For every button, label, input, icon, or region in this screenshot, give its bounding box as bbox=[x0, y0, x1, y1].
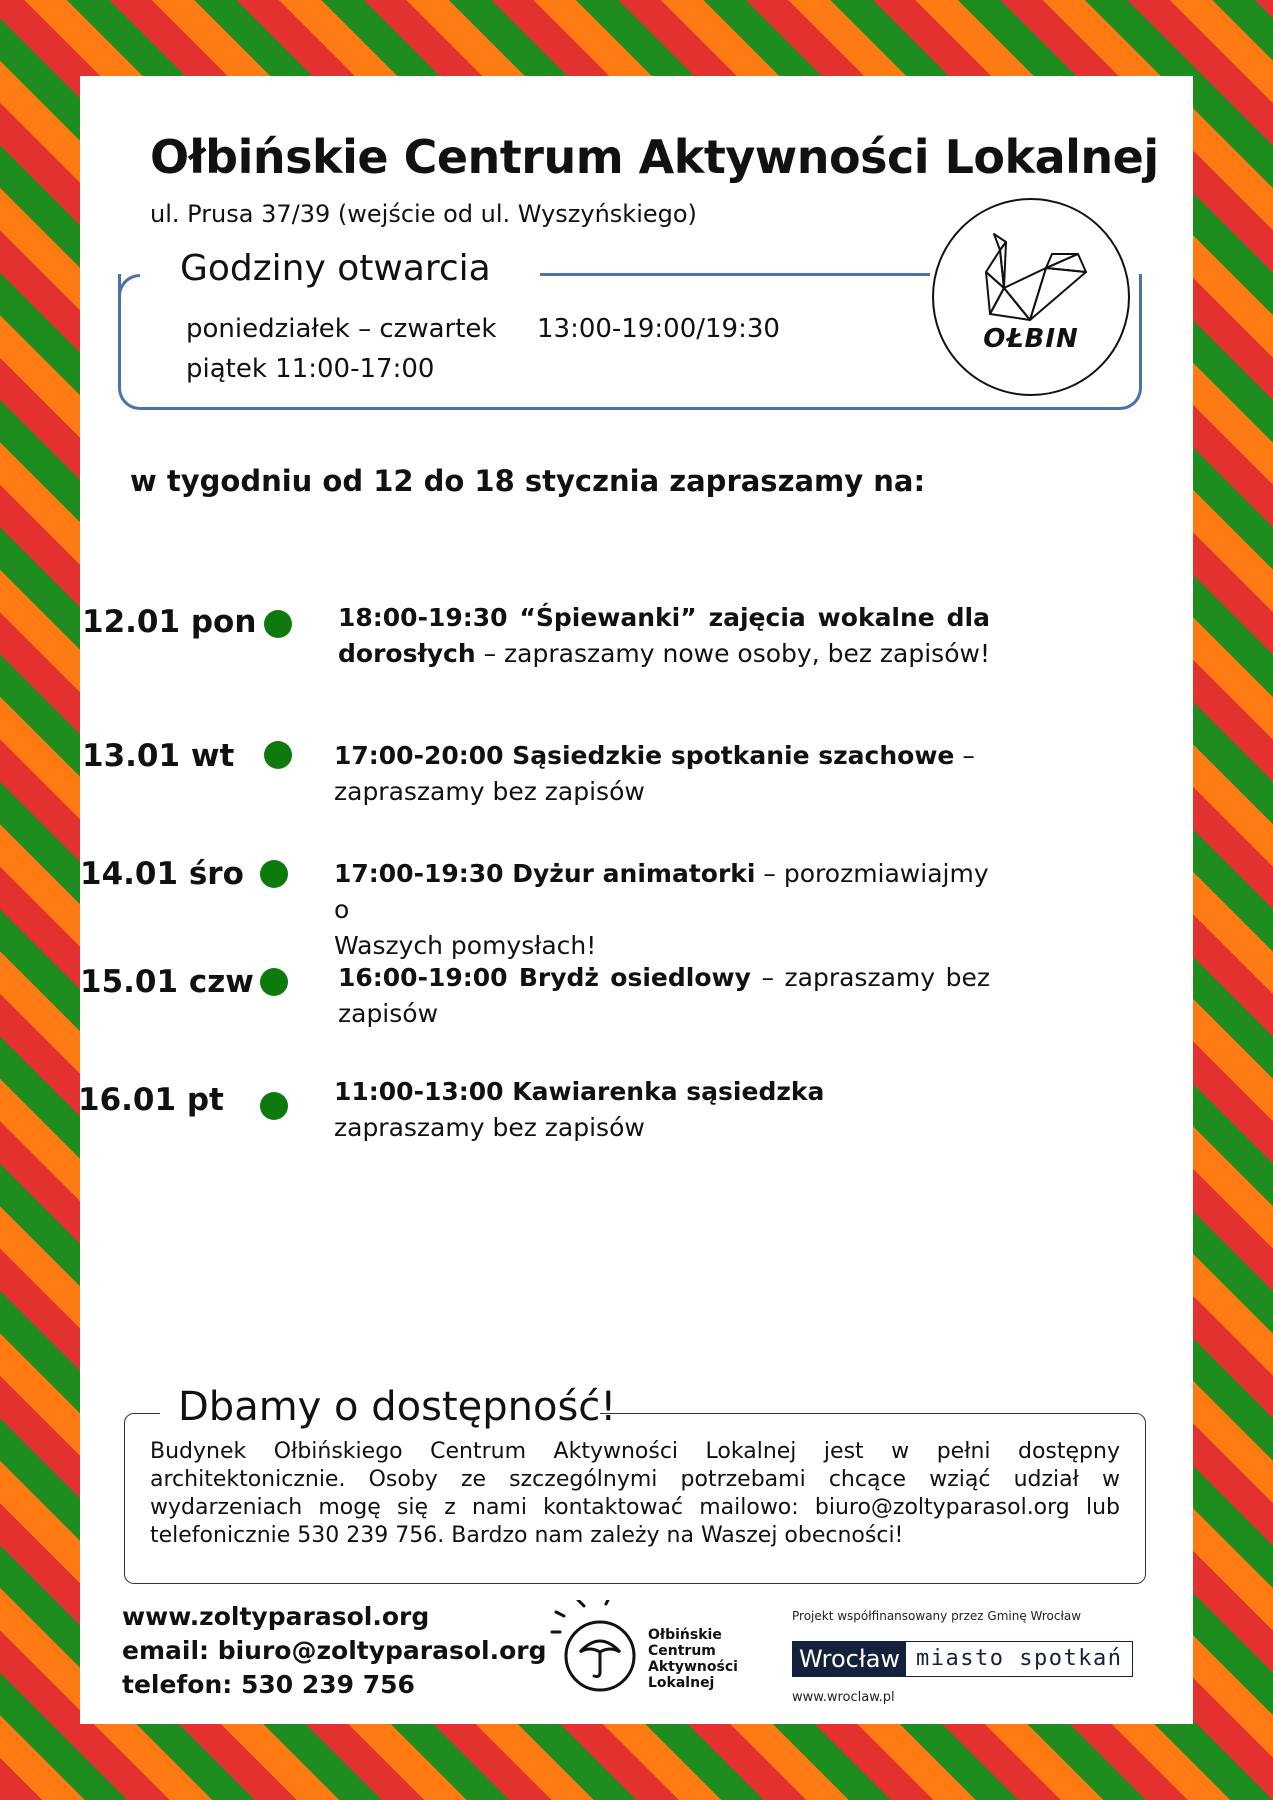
week-heading: w tygodniu od 12 do 18 stycznia zapraszamy na: bbox=[130, 464, 926, 498]
event-note: – bbox=[954, 741, 975, 770]
olbin-logo bbox=[932, 198, 1130, 396]
olbin-logo-text: OŁBIN bbox=[983, 324, 1079, 354]
footer-org-line: Aktywności bbox=[648, 1659, 738, 1675]
hours-box-top-line bbox=[540, 273, 930, 276]
origami-swan-icon bbox=[978, 232, 1090, 326]
event-note: Waszych pomysłach! bbox=[334, 931, 597, 960]
contact-www-link[interactable]: www.zoltyparasol.org bbox=[122, 1602, 430, 1631]
wroclaw-logo-name: Wrocław bbox=[793, 1642, 906, 1676]
event-bullet-icon bbox=[260, 860, 288, 888]
event-description bbox=[334, 738, 994, 810]
event-note: zapraszamy bez zapisów bbox=[334, 1113, 645, 1142]
footer-org-line: Lokalnej bbox=[648, 1675, 715, 1691]
contact-phone: telefon: 530 239 756 bbox=[122, 1670, 415, 1699]
wroclaw-logo bbox=[792, 1641, 1133, 1677]
footer-org-line: Ołbińskie bbox=[648, 1627, 722, 1643]
event-bullet-icon bbox=[264, 610, 292, 638]
event-note: zapisów bbox=[338, 999, 439, 1028]
event-bullet-icon bbox=[260, 968, 288, 996]
event-title: 16:00-19:00 Brydż osiedlowy bbox=[338, 963, 751, 992]
accessibility-text: Budynek Ołbińskiego Centrum Aktywności Lokalnej jest w pełni dostępny architektonicznie. Osoby ze szczególnymi potrzebami chcące wziąć udział w wydarzeniach mogę się z nami kontaktować mailowo: biuro@zoltyparasol.org lub telefonicznie 530 239 756. Bardzo nam zależy na Waszej obecności! bbox=[150, 1439, 1120, 1548]
hours-weekdays-time: 13:00-19:00/19:30 bbox=[537, 314, 780, 344]
page-title: Ołbińskie Centrum Aktywności Lokalnej bbox=[150, 130, 1159, 184]
event-bullet-icon bbox=[260, 1092, 288, 1120]
hours-friday: piątek 11:00-17:00 bbox=[186, 354, 435, 384]
event-title: 17:00-19:30 Dyżur animatorki bbox=[334, 859, 756, 888]
event-description bbox=[334, 856, 994, 964]
event-title-cont: dorosłych bbox=[338, 639, 476, 668]
event-day: 14.01 śro bbox=[80, 856, 244, 892]
event-note: – zapraszamy nowe osoby, bez zapisów! bbox=[475, 639, 990, 668]
event-title: 17:00-20:00 Sąsiedzkie spotkanie szachowe bbox=[334, 741, 955, 770]
poster-sheet bbox=[80, 76, 1193, 1724]
event-note: zapraszamy bez zapisów bbox=[334, 777, 645, 806]
footer-org-name bbox=[648, 1627, 738, 1691]
umbrella-logo-icon bbox=[550, 1600, 646, 1696]
event-day: 13.01 wt bbox=[82, 738, 235, 774]
footer-org-line: Centrum bbox=[648, 1643, 716, 1659]
event-bullet-icon bbox=[264, 741, 292, 769]
event-note: – porozmiawiajmy o bbox=[334, 859, 989, 924]
wroclaw-www-link[interactable]: www.wroclaw.pl bbox=[792, 1690, 895, 1705]
contact-email-link[interactable]: email: biuro@zoltyparasol.org bbox=[122, 1636, 547, 1665]
event-title: 18:00-19:30 “Śpiewanki” zajęcia wokalne dla bbox=[338, 603, 990, 632]
event-day: 12.01 pon bbox=[82, 604, 257, 640]
event-day: 15.01 czw bbox=[80, 964, 254, 1000]
address: ul. Prusa 37/39 (wejście od ul. Wyszyńskiego) bbox=[150, 200, 697, 228]
event-description bbox=[338, 600, 990, 672]
event-description bbox=[338, 960, 990, 1032]
hours-title: Godziny otwarcia bbox=[180, 248, 491, 289]
accessibility-title: Dbamy o dostępność! bbox=[178, 1384, 617, 1430]
hours-weekdays-label: poniedziałek – czwartek bbox=[186, 314, 497, 344]
wroclaw-logo-slogan: miasto spotkań bbox=[906, 1642, 1132, 1676]
event-description bbox=[334, 1074, 994, 1146]
cofinanced-note: Projekt współfinansowany przez Gminę Wrocław bbox=[792, 1609, 1082, 1623]
event-title: 11:00-13:00 Kawiarenka sąsiedzka bbox=[334, 1077, 825, 1106]
event-note: – zapraszamy bez bbox=[750, 963, 990, 992]
event-day: 16.01 pt bbox=[78, 1082, 224, 1118]
